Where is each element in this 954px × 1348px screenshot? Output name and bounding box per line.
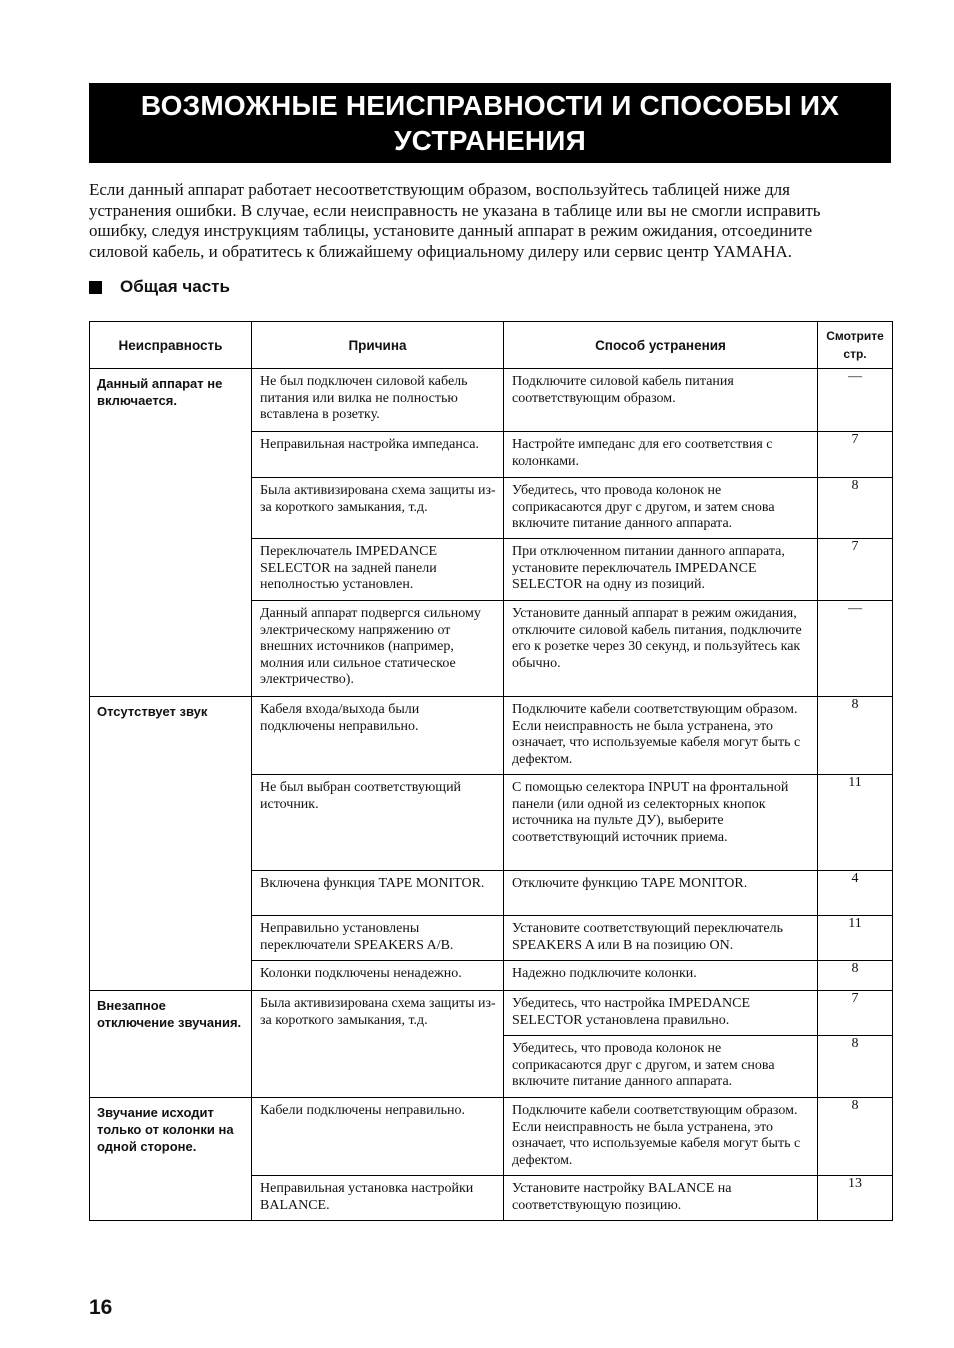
problem-cell: Звучание исходит только от колонки на одной стороне.	[90, 1098, 252, 1221]
remedy-cell: Надежно подключите колонки.	[504, 961, 818, 991]
page-number: 16	[89, 1296, 113, 1319]
page-title-line-2: УСТРАНЕНИЯ	[394, 125, 586, 156]
intro-line-3: ошибку, следуя инструкциям таблицы, установите данный аппарат в режим ожидания, отсоедините	[89, 221, 813, 241]
cause-cell: Колонки подключены ненадежно.	[252, 961, 504, 991]
remedy-cell: Подключите кабели соответствующим образом. Если неисправность не была устранена, это означает, что используемые кабеля могут быть с дефектом.	[504, 1098, 818, 1176]
page-title-line-1: ВОЗМОЖНЫЕ НЕИСПРАВНОСТИ И СПОСОБЫ ИХ	[140, 90, 840, 121]
cause-cell: Неправильная установка настройки BALANCE.	[252, 1176, 504, 1221]
cause-cell: Кабеля входа/выхода были подключены неправильно.	[252, 697, 504, 775]
page-ref-cell: 8	[818, 1098, 893, 1176]
remedy-cell: Убедитесь, что провода колонок не соприкасаются друг с другом, и затем снова включите питание данного аппарата.	[504, 1036, 818, 1098]
page-ref-cell: —	[818, 601, 893, 697]
page-ref-cell: 11	[818, 775, 893, 871]
page-ref-cell: 7	[818, 539, 893, 601]
page-ref-cell: 8	[818, 1036, 893, 1098]
header-page-line-1: Смотрите	[826, 329, 884, 343]
page-ref-cell: 8	[818, 478, 893, 539]
page-ref-cell: 4	[818, 871, 893, 916]
header-problem: Неисправность	[90, 322, 252, 369]
remedy-cell: Отключите функцию TAPE MONITOR.	[504, 871, 818, 916]
page-ref-cell: 11	[818, 916, 893, 961]
header-remedy: Способ устранения	[504, 322, 818, 369]
remedy-cell: Убедитесь, что настройка IMPEDANCE SELECTOR установлена правильно.	[504, 991, 818, 1036]
table-row	[90, 991, 893, 1036]
page-title	[89, 83, 891, 163]
cause-cell: Кабели подключены неправильно.	[252, 1098, 504, 1176]
page-ref-cell: 8	[818, 961, 893, 991]
cause-cell: Включена функция TAPE MONITOR.	[252, 871, 504, 916]
header-cause: Причина	[252, 322, 504, 369]
remedy-cell: Убедитесь, что провода колонок не соприкасаются друг с другом, и затем снова включите питание данного аппарата.	[504, 478, 818, 539]
cause-cell: Переключатель IMPEDANCE SELECTOR на задней панели неполностью установлен.	[252, 539, 504, 601]
remedy-cell: Установите соответствующий переключатель SPEAKERS A или B на позицию ON.	[504, 916, 818, 961]
remedy-cell: С помощью селектора INPUT на фронтальной панели (или одной из селекторных кнопок источника на пульте ДУ), выберите соответствующий источник приема.	[504, 775, 818, 871]
problem-cell: Данный аппарат не включается.	[90, 369, 252, 697]
problem-cell: Отсутствует звук	[90, 697, 252, 991]
section-heading-text: Общая часть	[120, 277, 230, 296]
table-row	[90, 369, 893, 432]
remedy-cell: Настройте импеданс для его соответствия с колонками.	[504, 432, 818, 478]
page-ref-cell: 7	[818, 991, 893, 1036]
intro-line-4: силовой кабель, и обратитесь к ближайшему официальному дилеру или сервис центр YAMAHA.	[89, 241, 793, 261]
table-row	[90, 697, 893, 775]
square-bullet-icon	[89, 281, 102, 294]
problem-cell: Внезапное отключение звучания.	[90, 991, 252, 1098]
troubleshooting-table	[89, 321, 893, 1221]
section-heading	[89, 276, 230, 298]
table-header-row	[90, 322, 893, 369]
page-ref-cell: 13	[818, 1176, 893, 1221]
intro-line-1: Если данный аппарат работает несоответствующим образом, воспользуйтесь таблицей ниже для	[89, 180, 790, 199]
remedy-cell: Подключите кабели соответствующим образом. Если неисправность не была устранена, это означает, что используемые кабеля могут быть с дефектом.	[504, 697, 818, 775]
cause-cell: Была активизирована схема защиты из-за короткого замыкания, т.д.	[252, 991, 504, 1098]
intro-paragraph	[89, 180, 879, 262]
page-ref-cell: 8	[818, 697, 893, 775]
cause-cell: Была активизирована схема защиты из-за короткого замыкания, т.д.	[252, 478, 504, 539]
remedy-cell: Установите данный аппарат в режим ожидания, отключите силовой кабель питания, подключите его к розетке через 30 секунд, и пользуйтесь как обычно.	[504, 601, 818, 697]
page-ref-cell: —	[818, 369, 893, 432]
cause-cell: Не был подключен силовой кабель питания или вилка не полностью вставлена в розетку.	[252, 369, 504, 432]
cause-cell: Данный аппарат подвергся сильному электрическому напряжению от внешних источников (например, молния или сильное статическое электричество).	[252, 601, 504, 697]
cause-cell: Неправильно установлены переключатели SPEAKERS A/B.	[252, 916, 504, 961]
cause-cell: Не был выбран соответствующий источник.	[252, 775, 504, 871]
page-ref-cell: 7	[818, 432, 893, 478]
remedy-cell: При отключенном питании данного аппарата, установите переключатель IMPEDANCE SELECTOR на одну из позиций.	[504, 539, 818, 601]
table-row	[90, 1098, 893, 1176]
remedy-cell: Подключите силовой кабель питания соответствующим образом.	[504, 369, 818, 432]
intro-line-2: устранения ошибки. В случае, если неисправность не указана в таблице или вы не смогли исправить	[89, 200, 821, 220]
remedy-cell: Установите настройку BALANCE на соответствующую позицию.	[504, 1176, 818, 1221]
header-page-line-2: стр.	[843, 347, 867, 361]
header-page	[818, 322, 893, 369]
cause-cell: Неправильная настройка импеданса.	[252, 432, 504, 478]
